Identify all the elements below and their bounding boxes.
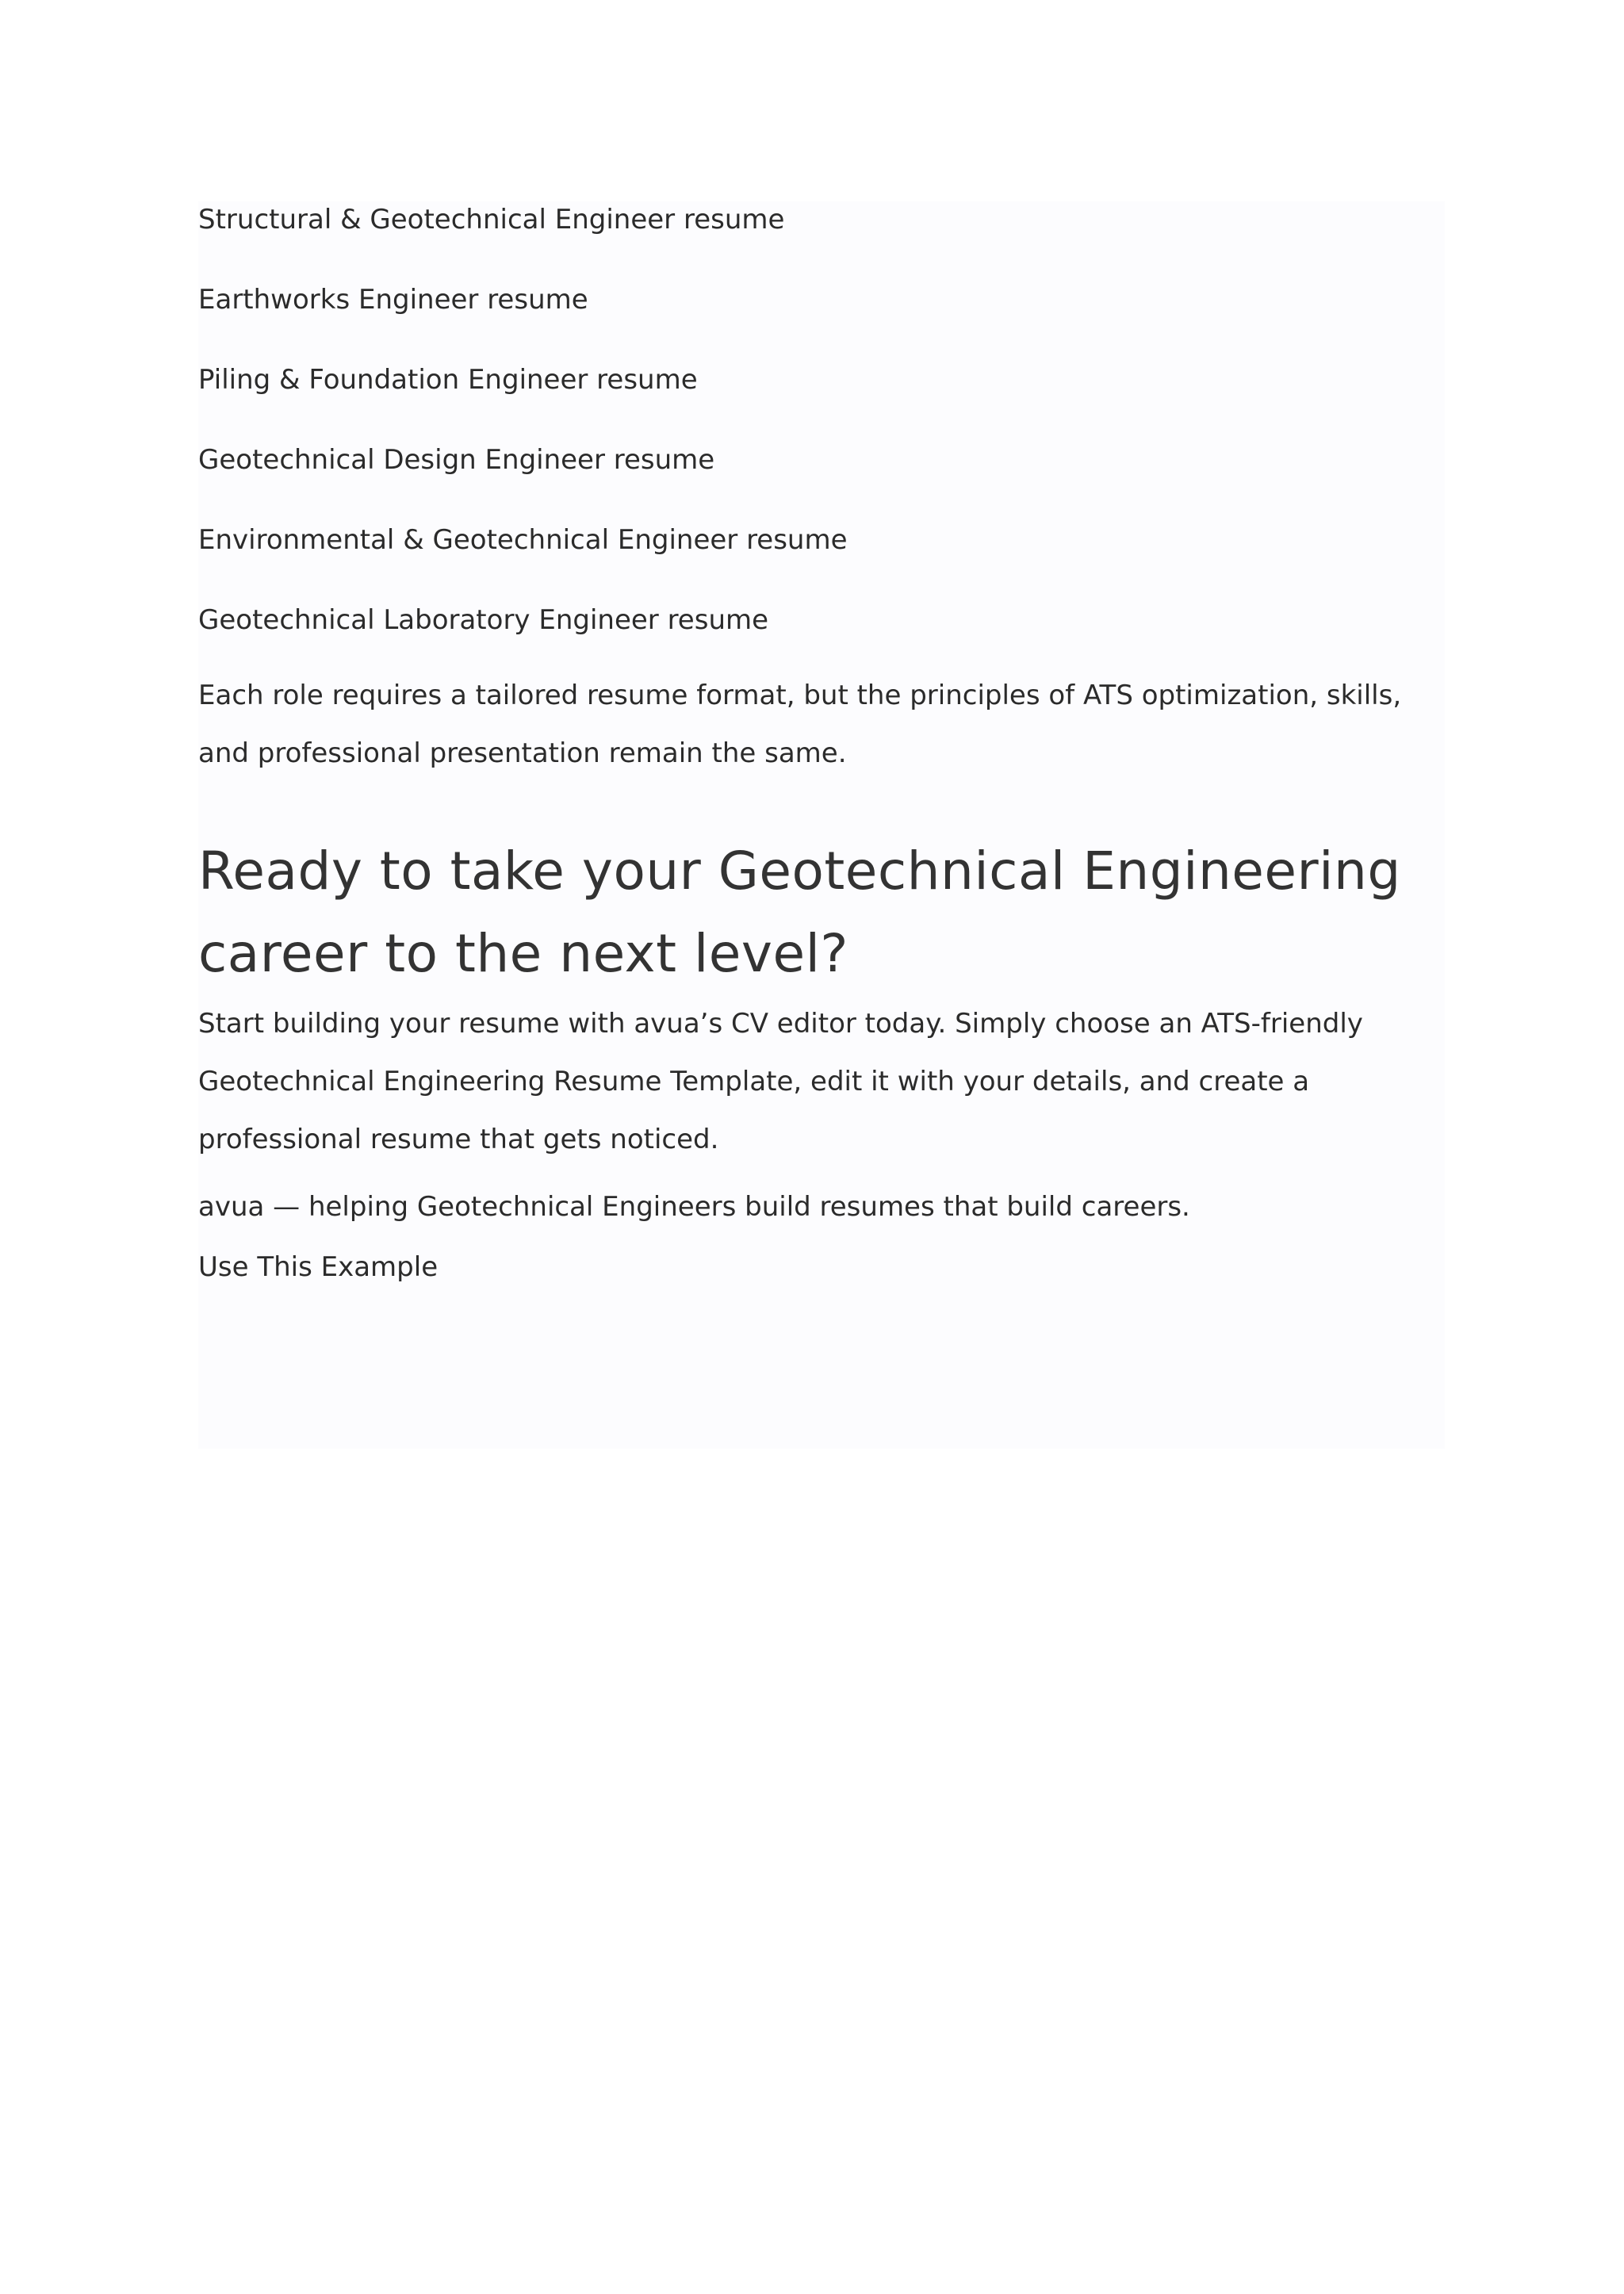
related-roles-list	[198, 201, 1445, 638]
summary-paragraph: Each role requires a tailored resume format, but the principles of ATS optimization, skills, and professional presentation remain the same.	[198, 680, 1402, 769]
tagline-paragraph: avua — helping Geotechnical Engineers build resumes that build careers.	[198, 1191, 1190, 1223]
cta-heading: Ready to take your Geotechnical Engineering career to the next level?	[198, 841, 1401, 984]
article-content	[198, 201, 1445, 1285]
use-this-example-link[interactable]: Use This Example	[198, 1251, 439, 1283]
role-item-geotechnical-laboratory: Geotechnical Laboratory Engineer resume	[198, 604, 769, 636]
role-item-environmental-geotechnical: Environmental & Geotechnical Engineer resume	[198, 524, 848, 556]
cta-paragraph: Start building your resume with avua’s CV editor today. Simply choose an ATS-friendly Geotechnical Engineering Resume Template, edit it with your details, and create a professional resume that gets noticed.	[198, 1008, 1363, 1155]
role-item-piling-foundation: Piling & Foundation Engineer resume	[198, 364, 698, 396]
role-item-structural-geotechnical: Structural & Geotechnical Engineer resume	[198, 204, 785, 236]
role-item-earthworks: Earthworks Engineer resume	[198, 284, 588, 316]
role-item-geotechnical-design: Geotechnical Design Engineer resume	[198, 444, 715, 476]
